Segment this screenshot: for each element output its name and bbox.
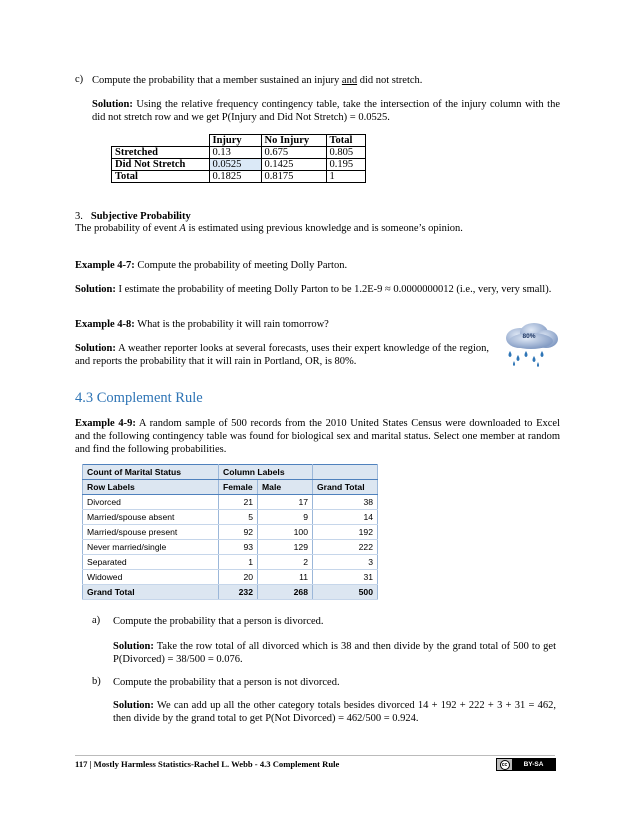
row-label: Divorced [83,495,219,510]
solution-text: I estimate the probability of meeting Dolly Parton to be 1.2E-9 ≈ 0.0000000012 (i.e., very, very small). [115,284,552,295]
cc-icon: cc [497,759,512,770]
section-title: 4.3 Complement Rule [75,390,203,406]
solution-label: Solution: [75,343,116,354]
text: The probability of event [75,223,180,234]
question-text-end: did not stretch. [357,75,423,86]
part-c-solution [92,98,560,124]
cell: 222 [313,540,378,555]
row-label: Never married/single [83,540,219,555]
solution-text: We can add up all the other category totals besides divorced 14 + 192 + 222 + 3 + 31 = 462, then divide by the grand total to get P(Not Divorced) = 462/500 = 0.924. [113,700,556,724]
cell: 0.195 [326,159,365,171]
table-row [83,495,378,510]
pivot-title-row [83,465,378,480]
empty-cell [313,465,378,480]
cell: 129 [258,540,313,555]
table-row [112,147,366,159]
solution-label: Solution: [92,99,133,110]
header-no-injury: No Injury [261,135,326,147]
example-4-8 [75,318,495,331]
part-c-label: c) [75,74,84,85]
solution-label: Solution: [113,641,154,652]
example-text: A random sample of 500 records from the 2010 United States Census were downloaded to Excel and the following contingency table was found for biological sex and marital status. Select one member at random and find the following probabilities. [75,418,560,455]
cell: 268 [258,585,313,600]
header-injury: Injury [209,135,261,147]
part-b-solution [113,699,556,725]
relative-frequency-table [111,134,366,183]
table-row [83,555,378,570]
row-label: Married/spouse present [83,525,219,540]
cell: 232 [219,585,258,600]
cell: 0.1425 [261,159,326,171]
solution-label: Solution: [75,284,116,295]
row-label: Married/spouse absent [83,510,219,525]
highlighted-cell: 0.0525 [209,159,261,171]
row-label: Total [112,171,210,183]
question-underlined: and [341,75,358,86]
example-label: Example 4-9: [75,418,136,429]
cell: 9 [258,510,313,525]
example-text: Compute the probability of meeting Dolly Parton. [134,260,348,271]
cell: 21 [219,495,258,510]
table-row [83,570,378,585]
header-total: Total [326,135,365,147]
row-label: Did Not Stretch [112,159,210,171]
header-female: Female [219,480,258,495]
cell: 93 [219,540,258,555]
cell: 500 [313,585,378,600]
cell: 17 [258,495,313,510]
example-label: Example 4-7: [75,260,135,271]
table-row [83,540,378,555]
cell: 20 [219,570,258,585]
cell: 1 [219,555,258,570]
row-label: Widowed [83,570,219,585]
cell: 0.1825 [209,171,261,183]
cell: 192 [313,525,378,540]
part-a-label: a) [92,615,101,626]
question-text: Compute the probability that a member sustained an injury [92,75,342,86]
cell: 0.805 [326,147,365,159]
part-b-label: b) [92,676,101,687]
table-row [83,525,378,540]
solution-text: Using the relative frequency contingency table, take the intersection of the injury column with the did not stretch row and we get P(Injury and Did Not Stretch) = 0.0525. [92,99,560,123]
header-male: Male [258,480,313,495]
row-label: Grand Total [83,585,219,600]
table-row [112,171,366,183]
example-4-7-solution [75,283,560,296]
row-label: Stretched [112,147,210,159]
pivot-header-row [83,480,378,495]
cell: 38 [313,495,378,510]
part-a-solution [113,640,556,666]
example-4-9 [75,417,560,456]
part-b-question: Compute the probability that a person is not divorced. [113,677,340,688]
column-labels: Column Labels [219,465,313,480]
cell: 1 [326,171,365,183]
footer-rule [75,755,555,756]
pivot-title: Count of Marital Status [83,465,219,480]
table-row [83,510,378,525]
cell: 0.675 [261,147,326,159]
cell: 2 [258,555,313,570]
cell: 0.8175 [261,171,326,183]
example-4-7 [75,259,555,272]
license-text: BY-SA [523,761,544,768]
cell: 100 [258,525,313,540]
text: is estimated using previous knowledge and is someone’s opinion. [185,223,463,234]
table-corner [112,135,210,147]
heading-text: Subjective Probability [90,211,191,222]
solution-text: A weather reporter looks at several forecasts, uses their expert knowledge of the region, and reports the probability that it will rain in Portland, OR, is 80%. [75,343,489,367]
part-c-question [92,74,562,87]
cell: 92 [219,525,258,540]
license-badge [496,758,556,771]
cell: 14 [313,510,378,525]
pivot-table [82,464,378,600]
header-grand-total: Grand Total [313,480,378,495]
table-row [112,159,366,171]
solution-label: Solution: [113,700,154,711]
example-text: What is the probability it will rain tomorrow? [134,319,329,330]
heading-number: 3. [75,211,83,222]
cell: 31 [313,570,378,585]
cell: 11 [258,570,313,585]
cell: 5 [219,510,258,525]
cell: 0.13 [209,147,261,159]
example-label: Example 4-8: [75,319,135,330]
grand-total-row [83,585,378,600]
header-row-labels: Row Labels [83,480,219,495]
example-4-8-solution [75,342,489,368]
footer-text: 117 | Mostly Harmless Statistics-Rachel L. Webb - 4.3 Complement Rule [75,759,340,769]
rain-cloud-icon [500,321,562,369]
cell: 3 [313,555,378,570]
subjective-text [75,222,555,235]
solution-text: Take the row total of all divorced which is 38 and then divide by the grand total of 500 to get P(Divorced) = 38/500 = 0.076. [113,641,556,665]
event-symbol: A [179,223,186,234]
cloud-label: 80% [522,333,536,340]
row-label: Separated [83,555,219,570]
part-a-question: Compute the probability that a person is divorced. [113,616,324,627]
